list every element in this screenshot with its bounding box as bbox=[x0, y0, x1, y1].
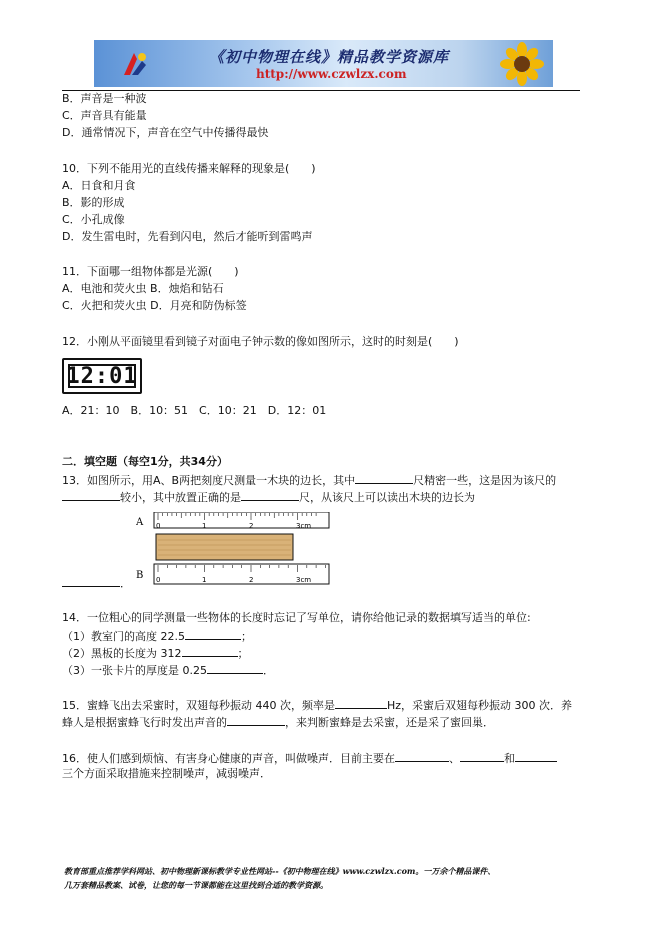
q16-text-1: 16．使人们感到烦恼、有害身心健康的声音，叫做噪声．目前主要在 bbox=[62, 752, 395, 765]
q11-options-row1: A．电池和荧火虫 B．烛焰和钻石 bbox=[62, 282, 224, 295]
q9-option-d: D．通常情况下，声音在空气中传播得最快 bbox=[62, 126, 269, 139]
q10-option-a: A．日食和月食 bbox=[62, 179, 136, 192]
q14-stem: 14．一位粗心的同学测量一些物体的长度时忘记了写单位，请你给他记录的数据填写适当的单位: bbox=[62, 611, 531, 624]
footer-line-2: 几万套精品教案、试卷，让您的每一节课都能在这里找到合适的教学资源。 bbox=[64, 880, 328, 890]
sunflower-icon bbox=[497, 42, 547, 86]
q14-item-1-end: ； bbox=[241, 630, 252, 643]
q13-text-2: 尺精密一些，这是因为该尺的 bbox=[413, 474, 557, 487]
q16-blank-1[interactable] bbox=[395, 750, 449, 762]
q13-blank-3[interactable] bbox=[241, 489, 299, 501]
q14-item-3-text: （3）一张卡片的厚度是 0.25 bbox=[62, 664, 207, 677]
q15-line2 bbox=[62, 714, 494, 730]
q14-item-2-text: （2）黑板的长度为 312 bbox=[62, 647, 182, 660]
q13-text-4: 尺，从该尺上可以读出木块的边长为 bbox=[299, 491, 475, 504]
header-divider bbox=[62, 90, 580, 91]
q16-text-3: 和 bbox=[504, 752, 515, 765]
ruler-b-tick-0: 0 bbox=[156, 576, 161, 584]
clock-display: 12:01 bbox=[66, 363, 138, 389]
ruler-a-tick-0: 0 bbox=[156, 522, 161, 530]
ruler-a-tick-2: 2 bbox=[249, 522, 254, 530]
q16-line2: 三个方面采取措施来控制噪声，减弱噪声． bbox=[62, 767, 271, 780]
q13-text-3: 较小，其中放置正确的是 bbox=[120, 491, 241, 504]
q14-item-1 bbox=[62, 628, 252, 644]
ruler-b-tick-1: 1 bbox=[202, 576, 207, 584]
site-logo-icon bbox=[120, 49, 150, 79]
q10-option-b: B．影的形成 bbox=[62, 196, 125, 209]
q15-text-1: 15．蜜蜂飞出去采蜜时，双翅每秒振动 440 次，频率是 bbox=[62, 699, 335, 712]
q15-text-4: ，来判断蜜蜂是去采蜜，还是采了蜜回巢． bbox=[285, 716, 494, 729]
q16-blank-3[interactable] bbox=[515, 750, 557, 762]
q14-item-2-end: ； bbox=[237, 647, 249, 660]
q14-item-1-text: （1）教室门的高度 22.5 bbox=[62, 630, 185, 643]
q16-text-2: 、 bbox=[449, 752, 460, 765]
wood-block bbox=[156, 534, 293, 560]
q11-stem: 11．下面哪一组物体都是光源( ) bbox=[62, 265, 239, 278]
q14-blank-2[interactable] bbox=[182, 645, 238, 657]
q10-option-c: C．小孔成像 bbox=[62, 213, 125, 226]
q13-line1 bbox=[62, 472, 556, 488]
digital-clock-figure bbox=[62, 358, 142, 394]
q15-blank-2[interactable] bbox=[227, 714, 285, 726]
q13-blank-4[interactable] bbox=[62, 575, 120, 587]
ruler-a-label: A bbox=[136, 517, 144, 528]
section-title: 二．填空题（每空1分，共34分） bbox=[62, 455, 228, 468]
q11-options-row2: C．火把和荧火虫 D．月亮和防伪标签 bbox=[62, 299, 247, 312]
q10-option-d: D．发生雷电时，先看到闪电，然后才能听到雷鸣声 bbox=[62, 230, 313, 243]
q16-line1 bbox=[62, 750, 557, 766]
q12-options: A．21：10 B．10：51 C．10：21 D．12：01 bbox=[62, 404, 327, 417]
q12-stem: 12．小刚从平面镜里看到镜子对面电子钟示数的像如图所示，这时的时刻是( ) bbox=[62, 335, 459, 348]
q13-text-1: 13．如图所示，用A、B两把刻度尺测量一木块的边长，其中 bbox=[62, 474, 356, 487]
q16-blank-2[interactable] bbox=[460, 750, 504, 762]
q14-item-3-end: ． bbox=[263, 664, 274, 677]
q15-line1 bbox=[62, 697, 572, 713]
q9-option-c: C．声音具有能量 bbox=[62, 109, 147, 122]
banner-title: 《初中物理在线》精品教学资源库 bbox=[209, 48, 450, 66]
footer-line-1: 教育部重点推荐学科网站、初中物理新课标教学专业性网站--《初中物理在线》www.czwlzx.com。一万余个精品课件、 bbox=[64, 866, 496, 876]
q9-option-b: B．声音是一种波 bbox=[62, 92, 147, 105]
banner-url[interactable]: http://www.czwlzx.com bbox=[256, 67, 407, 81]
q13-blank-2[interactable] bbox=[62, 489, 120, 501]
q14-blank-3[interactable] bbox=[207, 662, 263, 674]
ruler-b-tick-3: 3cm bbox=[296, 576, 312, 584]
q13-line3 bbox=[62, 575, 131, 591]
q15-text-3: 蜂人是根据蜜蜂飞行时发出声音的 bbox=[62, 716, 227, 729]
q13-line2 bbox=[62, 489, 475, 505]
header-banner bbox=[94, 40, 553, 87]
ruler-b-label: B bbox=[136, 570, 144, 581]
q15-blank-1[interactable] bbox=[335, 697, 387, 709]
ruler-b-tick-2: 2 bbox=[249, 576, 254, 584]
q14-item-2 bbox=[62, 645, 249, 661]
q14-blank-1[interactable] bbox=[185, 628, 241, 640]
q13-text-5: ． bbox=[120, 577, 131, 590]
page-footer bbox=[64, 864, 604, 892]
ruler-a-tick-3: 3cm bbox=[296, 522, 312, 530]
q13-blank-1[interactable] bbox=[355, 472, 413, 484]
q15-text-2: Hz，采蜜后双翅每秒振动 300 次．养 bbox=[386, 699, 573, 712]
q14-item-3 bbox=[62, 662, 274, 678]
q10-stem: 10．下列不能用光的直线传播来解释的现象是( ) bbox=[62, 162, 316, 175]
ruler-figure bbox=[136, 512, 331, 586]
ruler-a-tick-1: 1 bbox=[202, 522, 207, 530]
